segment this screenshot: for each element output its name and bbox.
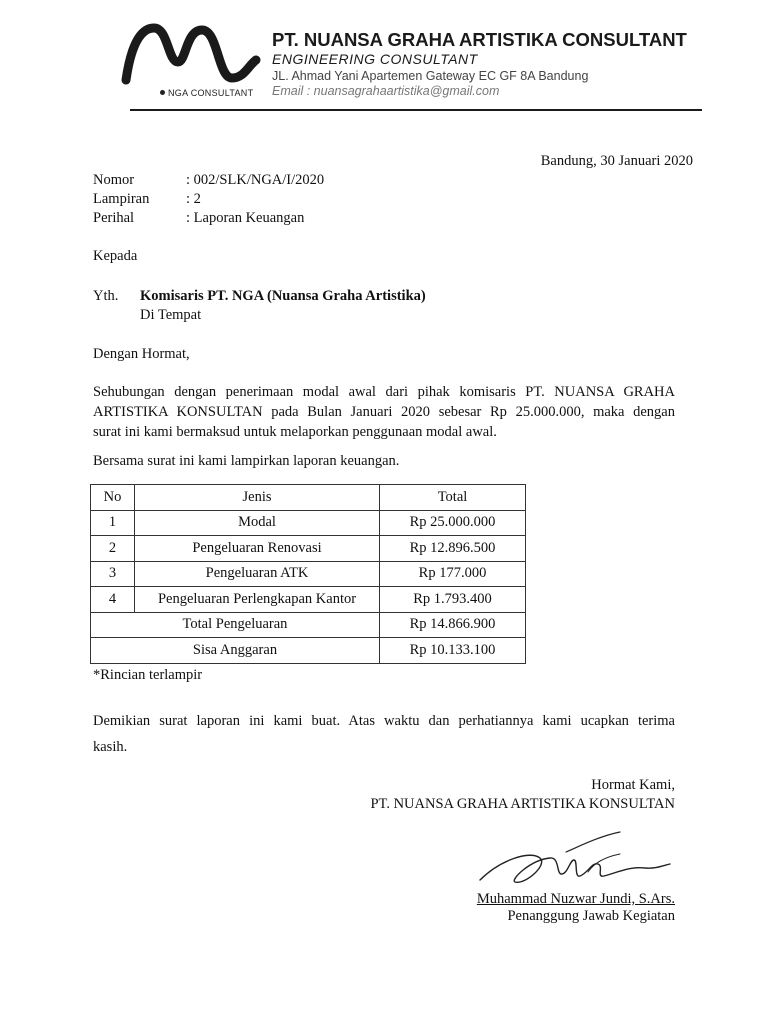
summary-label: Total Pengeluaran	[91, 612, 380, 638]
yth-label: Yth.	[93, 288, 119, 304]
cell-total: Rp 1.793.400	[380, 587, 526, 613]
cell-jenis: Pengeluaran Perlengkapan Kantor	[135, 587, 380, 613]
finance-table	[90, 484, 526, 664]
company-sign: PT. NUANSA GRAHA ARTISTIKA KONSULTAN	[370, 796, 675, 812]
meta-label-lampiran: Lampiran	[93, 191, 150, 207]
closing-paragraph	[93, 708, 675, 760]
greeting: Dengan Hormat,	[93, 346, 190, 362]
cell-jenis: Pengeluaran Renovasi	[135, 536, 380, 562]
summary-total: Rp 14.866.900	[380, 612, 526, 638]
body-line: surat ini kami bermaksud untuk melaporkan penggunaan modal awal.	[93, 424, 497, 440]
body-line: ARTISTIKA KONSULTAN pada Bulan Januari 2020 sebesar Rp 25.000.000, maka dengan	[93, 404, 675, 420]
cell-no: 1	[91, 510, 135, 536]
meta-value-perihal: : Laporan Keuangan	[186, 210, 305, 226]
cell-jenis: Pengeluaran ATK	[135, 561, 380, 587]
summary-row-sisa	[91, 638, 526, 664]
cell-total: Rp 25.000.000	[380, 510, 526, 536]
summary-label: Sisa Anggaran	[91, 638, 380, 664]
summary-row-total	[91, 612, 526, 638]
logo-label: NGA CONSULTANT	[160, 88, 253, 98]
body-paragraph	[93, 382, 675, 442]
cell-jenis: Modal	[135, 510, 380, 536]
meta-value-nomor: : 002/SLK/NGA/I/2020	[186, 172, 325, 188]
cell-total: Rp 177.000	[380, 561, 526, 587]
cell-no: 3	[91, 561, 135, 587]
header-no: No	[91, 485, 135, 511]
recipient-name: Komisaris PT. NGA (Nuansa Graha Artistika)	[140, 288, 426, 304]
cell-total: Rp 12.896.500	[380, 536, 526, 562]
cell-no: 4	[91, 587, 135, 613]
header-jenis: Jenis	[135, 485, 380, 511]
company-logo	[120, 22, 270, 102]
company-email: Email : nuansagrahaartistika@gmail.com	[272, 84, 500, 98]
cell-no: 2	[91, 536, 135, 562]
table-row	[91, 510, 526, 536]
header-total: Total	[380, 485, 526, 511]
company-name: PT. NUANSA GRAHA ARTISTIKA CONSULTANT	[272, 29, 687, 50]
nga-logo-icon	[120, 22, 270, 88]
table-row	[91, 561, 526, 587]
closing-line: kasih.	[93, 739, 128, 755]
company-subtitle: ENGINEERING CONSULTANT	[272, 51, 478, 67]
company-address: JL. Ahmad Yani Apartemen Gateway EC GF 8A Bandung	[272, 69, 589, 83]
letterhead-divider	[130, 109, 702, 111]
signer-role: Penanggung Jawab Kegiatan	[507, 908, 675, 924]
regards: Hormat Kami,	[591, 777, 675, 793]
table-header-row	[91, 485, 526, 511]
letter-date: Bandung, 30 Januari 2020	[540, 153, 693, 169]
table-row	[91, 587, 526, 613]
to-label: Kepada	[93, 248, 138, 264]
recipient-place: Di Tempat	[140, 307, 202, 323]
signer-name: Muhammad Nuzwar Jundi, S.Ars.	[476, 891, 675, 907]
meta-value-lampiran: : 2	[186, 191, 201, 207]
table-row	[91, 536, 526, 562]
attachment-note: Bersama surat ini kami lampirkan laporan keuangan.	[93, 453, 400, 469]
handwritten-signature-icon	[470, 830, 680, 895]
footnote: *Rincian terlampir	[93, 667, 203, 683]
meta-label-perihal: Perihal	[93, 210, 135, 226]
meta-label-nomor: Nomor	[93, 172, 135, 188]
closing-line: Demikian surat laporan ini kami buat. Atas waktu dan perhatiannya kami ucapkan terima	[93, 713, 675, 729]
summary-total: Rp 10.133.100	[380, 638, 526, 664]
body-line: Sehubungan dengan penerimaan modal awal dari pihak komisaris PT. NUANSA GRAHA	[93, 384, 675, 400]
